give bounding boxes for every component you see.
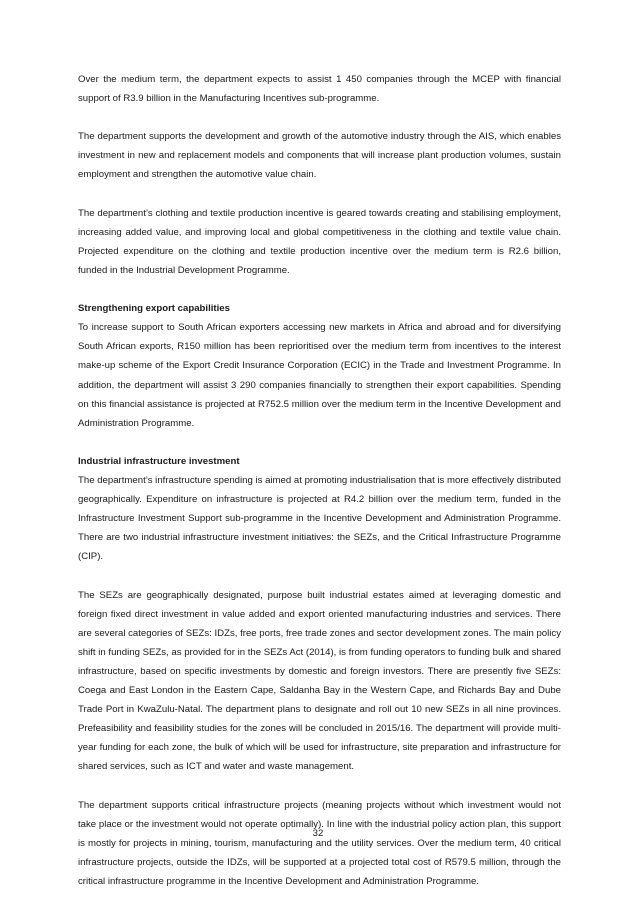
section-infrastructure-investment bbox=[78, 452, 561, 567]
paragraph-export: To increase support to South African exporters accessing new markets in Africa and abroad and for diversifying South African exports, R150 million has been reprioritised over the medium term from incentives to the interest make-up scheme of the Export Credit Insurance Corporation (ECIC) in the Trade and Investment Programme. In addition, the department will assist 3 290 companies financially to strengthen their export capabilities. Spending on this financial assistance is projected at R752.5 million over the medium term in the Incentive Development and Administration Programme. bbox=[78, 322, 561, 429]
section-export-capabilities bbox=[78, 299, 561, 433]
paragraph-critical-infrastructure: The department supports critical infrastructure projects (meaning projects without which investment would not take place or the investment would not operate optimally). In line with the industrial policy action plan, this support is mostly for projects in mining, tourism, manufacturing and the utility services. Over the medium term, 40 critical infrastructure projects, outside the IDZs, will be supported at a projected total cost of R579.5 million, through the critical infrastructure programme in the Incentive Development and Administration Programme. bbox=[78, 799, 561, 887]
paragraph-sez: The SEZs are geographically designated, purpose built industrial estates aimed at leveraging domestic and foreign fixed direct investment in value added and export oriented manufacturing industries and services. There are several categories of SEZs: IDZs, free ports, free trade zones and sector development zones. The main policy shift in funding SEZs, as provided for in the SEZs Act (2014), is from funding operators to funding bulk and shared infrastructure, based on specific investments by domestic and foreign investors. There are presently five SEZs: Coega and East London in the Eastern Cape, Saldanha Bay in the Western Cape, and Richards Bay and Dube Trade Port in KwaZulu-Natal. The department plans to designate and roll out 10 new SEZs in all nine provinces. Prefeasibility and feasibility studies for the zones will be concluded in 2015/16. The department will provide multi-year funding for each zone, the bulk of which will be used for infrastructure, site preparation and infrastructure for shared services, such as ICT and water and waste management. bbox=[78, 589, 561, 773]
paragraph-automotive: The department supports the development and growth of the automotive industry through the AIS, which enables investment in new and replacement models and components that will increase plant production volumes, sustain employment and strengthen the automotive value chain. bbox=[78, 131, 561, 181]
paragraph-clothing-textile: The department’s clothing and textile production incentive is geared towards creating and stabilising employment, increasing added value, and improving local and global competitiveness in the clothing and textile value chain. Projected expenditure on the clothing and textile production incentive over the medium term is R2.6 billion, funded in the Industrial Development Programme. bbox=[78, 207, 561, 276]
paragraph-mcep: Over the medium term, the department expects to assist 1 450 companies through the MCEP with financial support of R3.9 billion in the Manufacturing Incentives sub-programme. bbox=[78, 74, 561, 105]
paragraph-infrastructure: The department’s infrastructure spending is aimed at promoting industrialisation that is more effectively distributed geographically. Expenditure on infrastructure is projected at R4.2 billion over the medium term, funded in the Infrastructure Investment Support sub-programme in the Incentive Development and Administration Programme. There are two industrial infrastructure investment initiatives: the SEZs, and the Critical Infrastructure Programme (CIP). bbox=[78, 474, 561, 563]
section-heading: Industrial infrastructure investment bbox=[78, 455, 240, 467]
document-page bbox=[78, 70, 561, 910]
section-heading: Strengthening export capabilities bbox=[78, 303, 230, 315]
page-number: 32 bbox=[312, 828, 324, 839]
